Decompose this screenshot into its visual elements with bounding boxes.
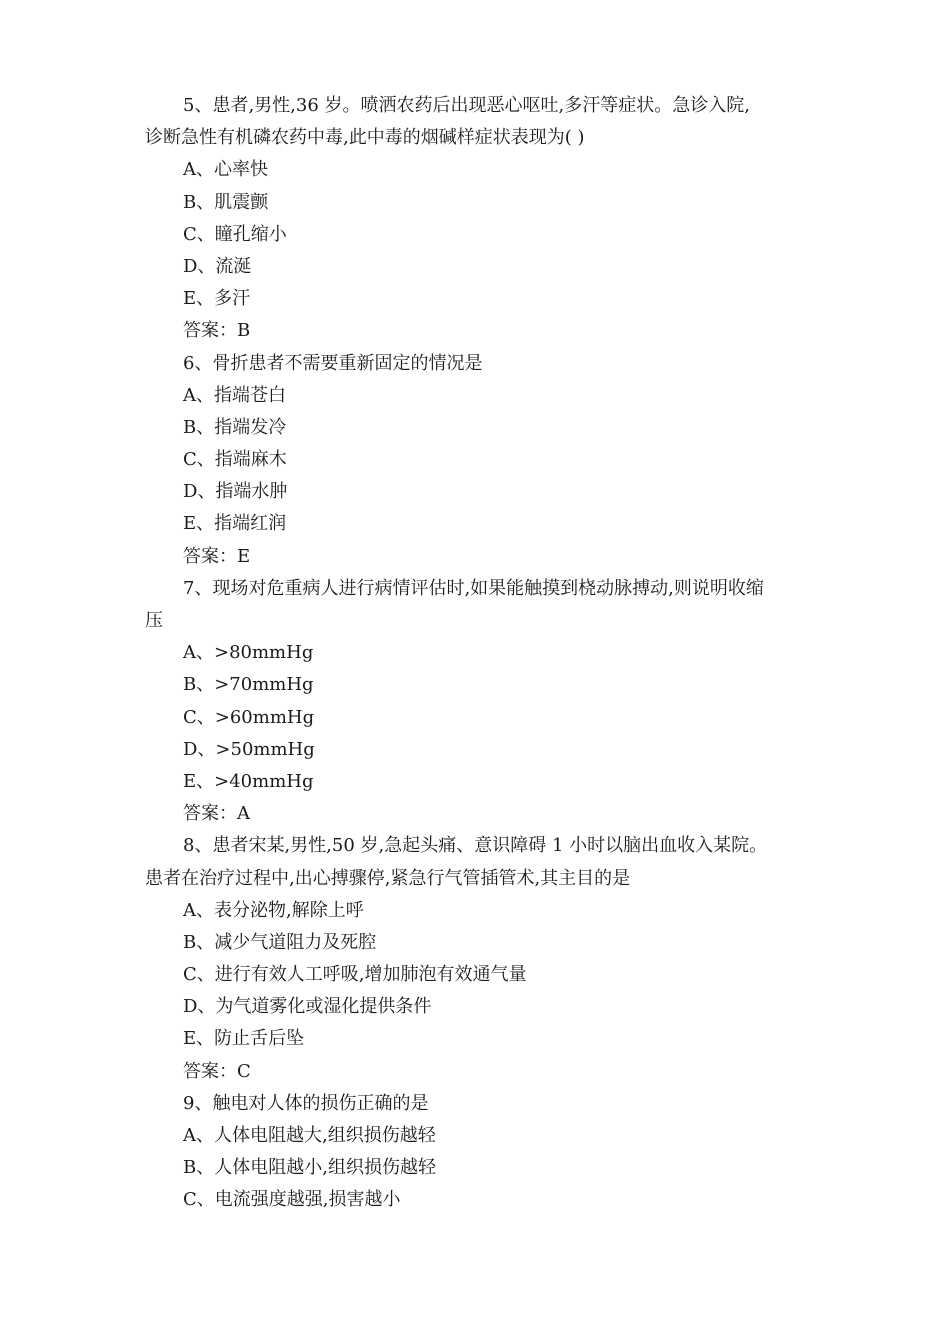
question-stem-continued: 压	[145, 610, 163, 631]
option-d: D、>50mmHg	[183, 738, 315, 760]
question-stem: 6、骨折患者不需要重新固定的情况是	[183, 352, 483, 374]
option-c: C、>60mmHg	[183, 706, 315, 728]
question-stem-continued: 诊断急性有机磷农药中毒,此中毒的烟碱样症状表现为( )	[145, 127, 585, 149]
question-stem: 8、患者宋某,男性,50 岁,急起头痛、意识障碍 1 小时以脑出血收入某院。	[183, 835, 768, 857]
option-e: E、>40mmHg	[183, 770, 314, 792]
question-stem: 9、触电对人体的损伤正确的是	[183, 1092, 429, 1114]
option-d: D、流涎	[183, 255, 252, 277]
question-stem-continued: 患者在治疗过程中,出心搏骤停,紧急行气管插管术,其主目的是	[145, 867, 631, 889]
option-c: C、进行有效人工呼吸,增加肺泡有效通气量	[183, 964, 527, 986]
option-b: B、指端发冷	[183, 416, 287, 438]
question-6	[145, 348, 815, 573]
question-list	[145, 90, 815, 1217]
question-9	[145, 1088, 815, 1217]
question-5	[145, 90, 815, 348]
question-stem: 7、现场对危重病人进行病情评估时,如果能触摸到桡动脉搏动,则说明收缩	[183, 577, 764, 599]
option-a: A、>80mmHg	[183, 642, 314, 664]
answer: 答案：B	[183, 320, 251, 342]
option-d: D、为气道雾化或湿化提供条件	[183, 996, 432, 1018]
option-b: B、人体电阻越小,组织损伤越轻	[183, 1157, 436, 1179]
option-e: E、多汗	[183, 288, 251, 310]
question-7	[145, 573, 815, 831]
question-stem: 5、患者,男性,36 岁。喷洒农药后出现恶心呕吐,多汗等症状。急诊入院,	[183, 95, 750, 116]
option-c: C、瞳孔缩小	[183, 223, 287, 245]
option-a: A、指端苍白	[183, 384, 286, 406]
option-a: A、心率快	[183, 159, 268, 181]
option-c: C、指端麻木	[183, 449, 287, 471]
answer: 答案：C	[183, 1060, 251, 1082]
option-b: B、减少气道阻力及死腔	[183, 931, 377, 953]
answer: 答案：E	[183, 545, 251, 567]
option-e: E、指端红润	[183, 513, 287, 535]
option-b: B、肌震颤	[183, 191, 269, 213]
option-a: A、人体电阻越大,组织损伤越轻	[183, 1125, 436, 1146]
option-d: D、指端水肿	[183, 481, 288, 503]
answer: 答案：A	[183, 803, 250, 825]
option-c: C、电流强度越强,损害越小	[183, 1189, 401, 1211]
option-a: A、表分泌物,解除上呼	[183, 899, 364, 921]
question-8	[145, 830, 815, 1088]
option-e: E、防止舌后坠	[183, 1028, 305, 1050]
option-b: B、>70mmHg	[183, 674, 314, 696]
